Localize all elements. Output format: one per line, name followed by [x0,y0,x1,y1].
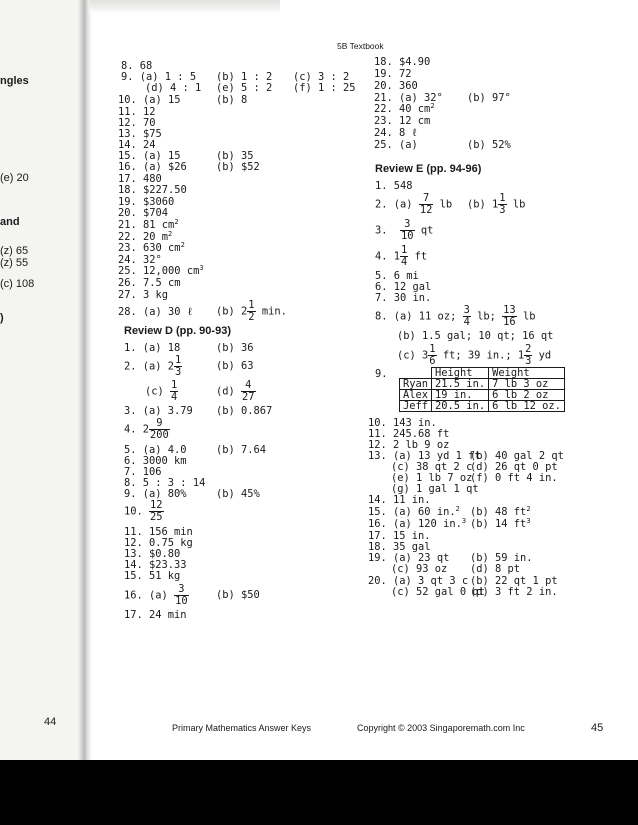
answer-line: 9. [375,368,388,380]
answer-line: 10. 143 in. [368,417,437,429]
answer-line: (g) 1 gal 1 qt [391,483,479,495]
fraction: $\frac{1}{3}$ [499,192,506,216]
answer-line: 13. (a) 13 yd 1 ft [368,450,481,462]
answer-line: 23. 630 $cm^2$ [118,241,185,254]
answer-line: 6. 3000 km [124,455,187,467]
answer-line: (d) 3 ft 2 in. [470,586,558,598]
answer-line: 19. 72 [374,68,412,80]
table-header: Height [432,368,489,379]
answer-line: (b) 2 $\frac{1}{2}$ min. [216,299,287,323]
page-header: 5B Textbook [337,41,384,51]
answer-line: 13. $75 [118,128,162,140]
fraction: $\frac{3}{10}$ [401,218,414,242]
answer-line: 13. $0.80 [124,548,181,560]
answer-line: 5. (a) 4.0 [124,444,187,456]
table-cell: 20.5 in. [432,401,489,412]
fraction: $\frac{1}{4}$ [171,379,178,403]
answer-line: 14. 11 in. [368,494,431,506]
table-row [400,379,565,390]
answer-line: (b) 97° [467,92,511,104]
answer-line: 11. 156 min [124,526,193,538]
answer-line: 24. 8 ℓ [374,127,418,139]
table-cell: Jeff [400,401,432,412]
answer-line: (b) 22 qt 1 pt [470,575,558,587]
margin-fragment: (e) 20 [0,172,29,184]
footer-title: Primary Mathematics Answer Keys [172,723,312,733]
fraction: $\frac{9}{200}$ [150,417,169,441]
answer-line: (f) 1 : 25 [293,82,356,94]
answer-line: (b) 63 [216,360,254,372]
answer-line: 4. 1 $\frac{1}{4}$ ft [375,244,428,268]
answer-line: 14. $23.33 [124,559,187,571]
answer-line: (b) 59 in. [470,552,533,564]
answer-line: (b) $50 [216,589,260,601]
answer-line: 3. (a) 3.79 [124,405,193,417]
answer-line: (b) 40 gal 2 qt [470,450,564,462]
answer-line: (b) 52% [467,139,511,151]
table-cell: 7 lb 3 oz [489,379,565,390]
answer-line: (d) 4 : 1 [145,82,202,94]
answer-line: (c) 3 $\frac{1}{6}$ ft; 39 in.; 1 $\frac{2}{3}$ yd [397,343,552,367]
answer-line: 4. 2 $\frac{9}{200}$ [124,417,169,441]
answer-line: 19. $3060 [118,196,175,208]
answer-line: 21. 81 $cm^2$ [118,218,179,231]
answer-line: 10. $\frac{12}{25}$ [124,499,163,523]
answer-line: (b) 35 [216,150,254,162]
answer-line: (b) 0.867 [216,405,273,417]
answer-line: (b) 1 : 2 [216,71,273,83]
fraction: $\frac{1}{2}$ [248,299,255,323]
top-shadow [90,0,280,14]
book-gutter [78,0,92,760]
table-row [400,390,565,401]
fraction: $\frac{2}{3}$ [525,343,532,367]
answer-line: 25. 12,000 $cm^3$ [118,264,204,277]
answer-line: 11. 12 [118,106,156,118]
answer-line: 9. (a) 80% [124,488,187,500]
answer-line: 12. 2 lb 9 oz [368,439,450,451]
answer-line: 18. $227.50 [118,184,187,196]
answer-line: (d) $\frac{4}{27}$ [216,379,255,403]
answer-line: 14. 24 [118,139,156,151]
answer-line: 12. 70 [118,117,156,129]
fraction: $\frac{12}{25}$ [150,499,163,523]
height-weight-table [399,367,565,412]
answer-line: (c) $\frac{1}{4}$ [145,379,178,403]
answer-line: (b) 48 $ft^2$ [470,505,531,518]
answer-line: (c) 52 gal 0 qt [391,586,485,598]
answer-line: (d) 26 qt 0 pt [470,461,558,473]
answer-line: 16. (a) $\frac{3}{10}$ [124,583,188,607]
answer-line: 7. 30 in. [375,292,432,304]
answer-line: 8. 68 [121,60,153,72]
answer-line: (b) 7.64 [216,444,267,456]
section-heading: Review D (pp. 90-93) [124,325,231,337]
answer-line: 18. 35 gal [368,541,431,553]
answer-line: (c) 38 qt 2 c [391,461,473,473]
scan-border [0,760,638,825]
answer-line: 9. (a) 1 : 5 [121,71,197,83]
answer-line: 2. (a) $\frac{7}{12}$ lb [375,192,453,216]
answer-line: 25. (a) [374,139,418,151]
answer-line: 17. 15 in. [368,530,431,542]
answer-line: 19. (a) 23 qt [368,552,450,564]
answer-line: 5. 6 mi [375,270,419,282]
answer-line: (b) 8 [216,94,248,106]
answer-line: 11. 245.68 ft [368,428,450,440]
answer-line: 10. (a) 15 [118,94,181,106]
table-row [400,401,565,412]
fraction: $\frac{1}{6}$ [429,343,436,367]
right-page-number: 45 [591,722,604,734]
answer-line: 12. 0.75 kg [124,537,193,549]
answer-line: 21. (a) 32° [374,92,443,104]
table-cell: Ryan [400,379,432,390]
answer-line: 8. 5 : 3 : 14 [124,477,206,489]
answer-line: 15. (a) 15 [118,150,181,162]
table-cell: 19 in. [432,390,489,401]
answer-line: 6. 12 gal [375,281,432,293]
answer-line: 15. (a) 60 in.$^2$ [368,505,460,518]
answer-line: 3. $\frac{3}{10}$ qt [375,218,434,242]
answer-line: (e) 5 : 2 [216,82,273,94]
answer-line: 20. (a) 3 qt 3 c [368,575,469,587]
answer-line: 16. (a) $26 [118,161,187,173]
left-page-number: 44 [44,716,57,728]
answer-line: (c) 3 : 2 [293,71,350,83]
answer-line: (b) 45% [216,488,260,500]
margin-fragment: ngles [0,75,29,87]
answer-line: (e) 1 lb 7 oz [391,472,473,484]
table-cell: 6 lb 12 oz. [489,401,565,412]
table-header: Weight [489,368,565,379]
answer-line: 2. (a) 2 $\frac{1}{3}$ [124,354,182,378]
margin-fragment: (c) 108 [0,278,35,290]
answer-line: 16. (a) 120 in.$^3$ [368,517,467,530]
left-page-edge [0,0,88,760]
answer-line: (b) 14 $ft^3$ [470,517,531,530]
answer-line: 7. 106 [124,466,162,478]
answer-line: (f) 0 ft 4 in. [470,472,558,484]
margin-fragment: and [0,216,20,228]
answer-line: 20. $704 [118,207,169,219]
table-cell: Alex [400,390,432,401]
answer-line: (b) $52 [216,161,260,173]
answer-line: 23. 12 cm [374,115,431,127]
margin-fragment: (z) 55 [0,257,29,269]
fraction: $\frac{7}{12}$ [419,192,433,216]
answer-line: (c) 93 oz [391,563,448,575]
answer-line: 20. 360 [374,80,418,92]
answer-line: 8. (a) 11 oz; $\frac{3}{4}$ lb; $\frac{13}{16}$ lb [375,304,536,328]
answer-line: 24. 32° [118,254,162,266]
table-cell: 21.5 in. [432,379,489,390]
answer-line: 28. (a) 30 ℓ [118,306,194,318]
fraction: $\frac{1}{3}$ [175,354,182,378]
answer-line: 22. 40 $cm^2$ [374,102,435,115]
table-header-row [400,368,565,379]
table-cell [400,368,432,379]
answer-line: 18. $4.90 [374,56,431,68]
fraction: $\frac{1}{4}$ [401,244,408,268]
answer-line: (b) 1 $\frac{1}{3}$ lb [467,192,526,216]
answer-line: (b) 1.5 gal; 10 qt; 16 qt [397,330,554,342]
table-cell: 6 lb 2 oz [489,390,565,401]
section-heading: Review E (pp. 94-96) [375,163,482,175]
answer-line: 1. (a) 18 [124,342,181,354]
answer-line: 15. 51 kg [124,570,181,582]
answer-line: 22. 20 $m^2$ [118,230,173,243]
margin-fragment: (z) 65 [0,245,29,257]
answer-line: 1. 548 [375,180,413,192]
answer-line: (b) 36 [216,342,254,354]
answer-line: 27. 3 kg [118,289,169,301]
fraction: $\frac{13}{16}$ [503,304,516,328]
fraction: $\frac{4}{27}$ [242,379,255,403]
fraction: $\frac{3}{4}$ [463,304,470,328]
footer-copyright: Copyright © 2003 Singaporemath.com Inc [357,723,525,733]
margin-fragment: ) [0,312,4,324]
answer-line: (d) 8 pt [470,563,521,575]
answer-line: 17. 480 [118,173,162,185]
answer-line: 26. 7.5 cm [118,277,181,289]
answer-line: 17. 24 min [124,609,187,621]
fraction: $\frac{3}{10}$ [175,583,188,607]
